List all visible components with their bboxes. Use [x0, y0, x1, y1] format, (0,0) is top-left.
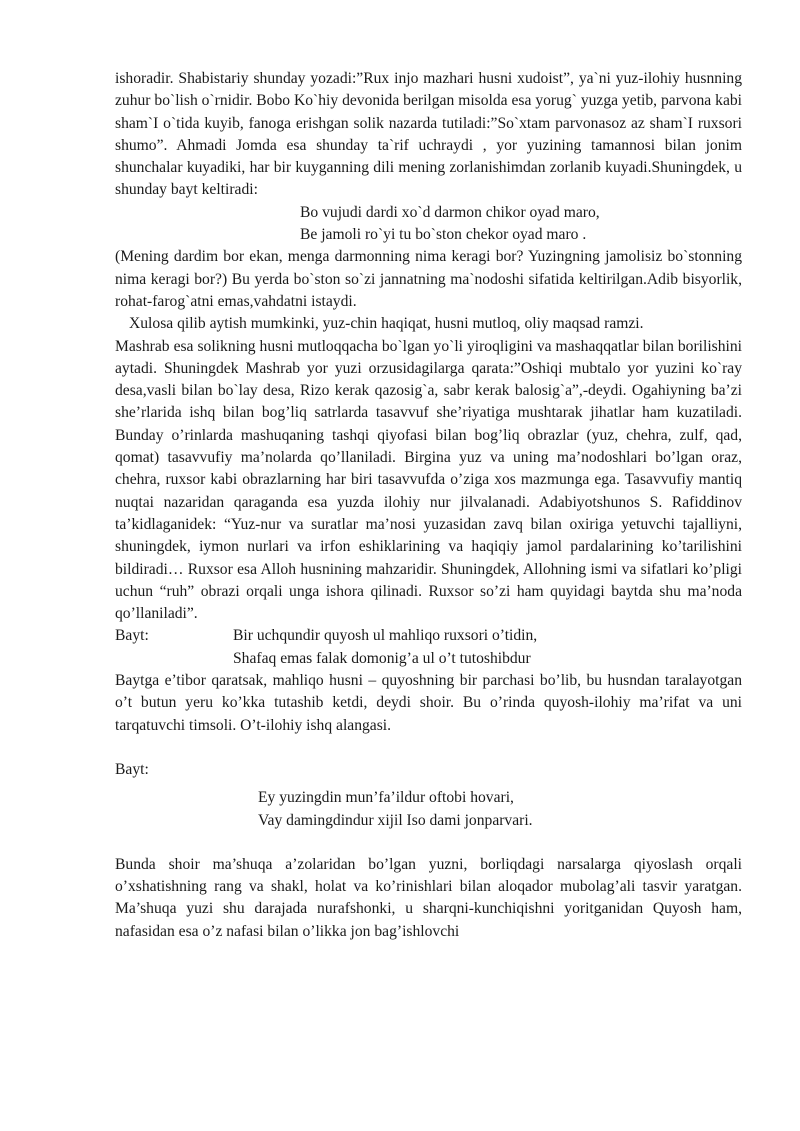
- verse-line: Ey yuzingdin mun’fa’ildur oftobi hovari,: [258, 789, 514, 807]
- paragraph-conclusion: Xulosa qilib aytish mumkinki, yuz-chin haqiqat, husni mutloq, oliy maqsad ramzi.: [129, 315, 644, 333]
- document-page: [115, 68, 742, 943]
- verse-line: Vay damingdindur xijil Iso dami jonparvari.: [258, 811, 533, 829]
- verse-line: Shafaq emas falak domonig’a ul o’t tutoshibdur: [233, 649, 531, 667]
- paragraph-mashrab: Mashrab esa solikning husni mutloqqacha bo`lgan yo`li yiroqligini va mashaqqatlar bilan borilishini aytadi. Shuningdek Mashrab yor yuzi orzusidagilarga qarata:”Oshiqi mubtalo yor yuzini ko`ray desa,vasli bilan bo`lay desa, Rizo kerak qazosig`a, sabr kerak balosig`a”,-deydi. Ogahiyning ba’zi she’rlarida ishq bilan bog’liq satrlarda tasavvuf she’riyatiga mushtarak jihatlar ham kuzatiladi. Bunday o’rinlarda mashuqaning tashqi qiyofasi bilan bog’liq obrazlar (yuz, chehra, zulf, qad, qomat) tasavvufiy ma’nolarda qo’llaniladi. Birgina yuz va uning ma’nodoshlari bo’lgan oraz, chehra, ruxsor kabi obrazlarning har biri tasavvufda o’ziga xos mazmunga ega. Tasavvufiy mantiq nuqtai nazaridan qaraganda esa yuzda ilohiy nur jilvalanadi. Adabiyotshunos S. Rafiddinov ta’kidlaganidek: “Yuz-nur va suratlar ma’nosi yuzasidan zavq bilan oxiriga yetuvchi tajalliyni, shuningdek, iymon nurlari va irfon eshiklarining va haqiqiy jamol pardalarining ko’tarilishini bildiradi… Ruxsor esa Alloh husnining mahzaridir. Shuningdek, Allohning ismi va sifatlari ko’pligi uchun “ruh” obrazi orqali unga ishora qilinadi. Ruxsor so’zi ham quyidagi baytda shu ma’noda qo’llaniladi”.: [115, 337, 742, 623]
- bayt-label: Bayt:: [115, 627, 149, 645]
- paragraph-translation: (Mening dardim bor ekan, menga darmonning nima keragi bor? Yuzingning jamolisiz bo`stonning nima keragi bor?) Bu yerda bo`ston so`zi jannatning ma`nodoshi sifatida keltirilgan.Adib bisyorlik, rohat-farog`atni emas,vahdatni istaydi.: [115, 248, 742, 310]
- verse-line: Be jamoli ro`yi tu bo`ston chekor oyad maro .: [300, 226, 587, 244]
- spacer: [115, 737, 742, 759]
- spacer: [115, 832, 742, 854]
- paragraph-mashuqa: Bunda shoir ma’shuqa a’zolaridan bo’lgan yuzni, borliqdagi narsalarga qiyoslash orqali o’xshatishning rang va shakl, holat va ko’rinishlari bilan aloqador mubolag’ali tasvir yaratgan. Ma’shuqa yuzi shu darajada nurafshonki, u sharqni-kunchiqishni yoritganidan Quyosh ham, nafasidan esa o’z nafasi bilan o’likka jon bag’ishlovchi: [115, 855, 742, 940]
- bayt-row: [115, 625, 742, 647]
- paragraph-shabistariy: ishoradir. Shabistariy shunday yozadi:”Rux injo mazhari husni xudoist”, ya`ni yuz-ilohiy husnning zuhur bo`lish o`rnidir. Bobo Ko`hiy devonida berilgan misolda esa yorug` yuzga yetib, parvona kabi sham`I o`tida kuyib, fanoga erishgan solik nazarda tutiladi:”So`xtam parvonasoz az sham`I ruxsori shumo”. Ahmadi Jomda esa shunday ta`rif uchraydi , yor yuzining tamannosi bilan jonim shunchalar kuyadiki, har bir kuyganning dili mening zorlanishimdan zorlanib kuyadi.Shuningdek, u shunday bayt keltiradi:: [115, 70, 742, 199]
- verse-line: Bo vujudi dardi xo`d darmon chikor oyad maro,: [300, 203, 600, 221]
- bayt-label: Bayt:: [115, 760, 149, 778]
- verse-line: Bir uchqundir quyosh ul mahliqo ruxsori o’tidin,: [233, 627, 538, 645]
- paragraph-bayt-commentary: Baytga e’tibor qaratsak, mahliqo husni – quyoshning bir parchasi bo’lib, bu husndan taralayotgan o’t butun yeru ko’kka tutashib ketdi, deydi shoir. Bu o’rinda quyosh-ilohiy ma’rifat va uni tarqatuvchi timsoli. O’t-ilohiy ishq alangasi.: [115, 672, 742, 734]
